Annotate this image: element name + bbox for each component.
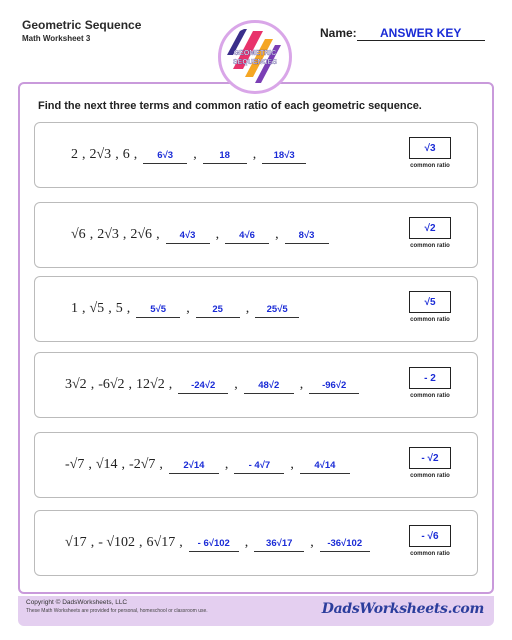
common-ratio-label: common ratio <box>410 317 450 323</box>
comma-separator: , <box>245 301 250 316</box>
problem-row <box>34 122 478 188</box>
comma-separator: , <box>90 377 95 392</box>
problem-row <box>34 510 478 576</box>
answer-value: 6√3 <box>157 150 174 161</box>
footer-brand: DadsWorksheets.com <box>321 601 484 617</box>
given-term: √14 <box>95 457 118 472</box>
given-term: 2√6 <box>130 227 153 242</box>
answer-blank[interactable] <box>166 226 210 244</box>
answer-value: 4√6 <box>239 230 255 241</box>
given-term: 12√2 <box>136 377 165 392</box>
comma-separator: , <box>310 535 314 550</box>
footer-copyright: Copyright © DadsWorksheets, LLC <box>26 599 128 606</box>
answer-blank[interactable] <box>136 300 180 318</box>
answer-blank[interactable] <box>196 300 240 318</box>
answer-value: 4√14 <box>314 460 336 471</box>
answer-blank[interactable] <box>255 300 299 318</box>
problem-row <box>34 276 478 342</box>
common-ratio-box[interactable]: √5 <box>409 291 451 313</box>
answer-value: 4√3 <box>179 230 196 241</box>
given-term: √5 <box>89 301 105 316</box>
comma-separator: , <box>224 457 229 472</box>
comma-separator: , <box>133 147 138 162</box>
common-ratio-box[interactable]: √3 <box>409 137 451 159</box>
answer-blank[interactable] <box>320 534 370 552</box>
answer-blank[interactable] <box>143 146 187 164</box>
comma-separator: , <box>82 147 86 162</box>
common-ratio-box[interactable]: √2 <box>409 217 451 239</box>
given-term: 1 <box>71 301 78 316</box>
answer-value: 5√5 <box>150 304 167 315</box>
given-term: 2√3 <box>97 227 119 242</box>
comma-separator: , <box>126 301 131 316</box>
given-term: -2√7 <box>129 457 156 472</box>
comma-separator: , <box>193 147 197 162</box>
sequence <box>71 277 301 341</box>
logo-graphic <box>223 25 287 89</box>
common-ratio-box[interactable]: - √6 <box>409 525 451 547</box>
problem-row <box>34 432 478 498</box>
comma-separator: , <box>108 301 112 316</box>
given-term: √17 <box>65 535 87 550</box>
comma-separator: , <box>139 535 143 550</box>
answer-value: - 4√7 <box>248 460 271 471</box>
comma-separator: , <box>90 535 95 550</box>
logo-line2: SEQUENCES <box>233 59 277 66</box>
answer-value: 48√2 <box>258 380 280 391</box>
answer-blank[interactable] <box>225 226 269 244</box>
comma-separator: , <box>275 227 279 242</box>
footer <box>18 596 494 626</box>
given-term: 6√17 <box>146 535 176 550</box>
common-ratio-label: common ratio <box>410 163 450 169</box>
answer-blank[interactable] <box>169 456 219 474</box>
common-ratio-label: common ratio <box>410 551 450 557</box>
answer-blank[interactable] <box>254 534 304 552</box>
answer-value: -24√2 <box>191 380 216 391</box>
sequence <box>71 123 308 187</box>
answer-value: -36√102 <box>327 538 363 549</box>
comma-separator: , <box>215 227 220 242</box>
given-term: 2 <box>71 147 78 162</box>
answer-value: 36√17 <box>266 538 293 549</box>
given-term: -6√2 <box>98 377 125 392</box>
problem-row <box>34 202 478 268</box>
common-ratio-label: common ratio <box>410 393 450 399</box>
answer-value: 18√3 <box>273 150 295 161</box>
answer-value: 25√5 <box>266 304 288 315</box>
answer-blank[interactable] <box>309 376 359 394</box>
comma-separator: , <box>82 301 86 316</box>
comma-separator: , <box>88 457 92 472</box>
given-term: 5 <box>115 301 123 316</box>
answer-value: - 6√102 <box>197 538 230 549</box>
common-ratio-box[interactable]: - √2 <box>409 447 451 469</box>
answer-blank[interactable] <box>203 146 247 164</box>
comma-separator: , <box>186 301 190 316</box>
name-value: ANSWER KEY <box>357 27 485 41</box>
answer-blank[interactable] <box>300 456 350 474</box>
answer-value: 18 <box>219 150 230 161</box>
comma-separator: , <box>244 535 249 550</box>
logo-line1: GEOMETRIC <box>233 50 277 57</box>
answer-blank[interactable] <box>244 376 294 394</box>
comma-separator: , <box>252 147 257 162</box>
comma-separator: , <box>89 227 94 242</box>
given-term: 2√3 <box>89 147 112 162</box>
name-label: Name: <box>320 26 357 40</box>
given-term: -√7 <box>65 457 85 472</box>
answer-blank[interactable] <box>234 456 284 474</box>
comma-separator: , <box>156 227 160 242</box>
sequence <box>65 353 361 417</box>
comma-separator: , <box>128 377 133 392</box>
sequence <box>65 433 352 497</box>
answer-blank[interactable] <box>178 376 228 394</box>
instructions: Find the next three terms and common ratio of each geometric sequence. <box>38 100 422 112</box>
comma-separator: , <box>290 457 294 472</box>
common-ratio-box[interactable]: - 2 <box>409 367 451 389</box>
comma-separator: , <box>122 227 127 242</box>
logo-badge <box>218 20 292 94</box>
given-term: √6 <box>71 227 86 242</box>
given-term: - √102 <box>98 535 136 550</box>
sequence <box>71 203 331 267</box>
answer-blank[interactable] <box>262 146 306 164</box>
comma-separator: , <box>115 147 119 162</box>
common-ratio-label: common ratio <box>410 243 450 249</box>
comma-separator: , <box>179 535 183 550</box>
comma-separator: , <box>168 377 173 392</box>
comma-separator: , <box>121 457 126 472</box>
comma-separator: , <box>234 377 238 392</box>
answer-blank[interactable] <box>285 226 329 244</box>
given-term: 3√2 <box>65 377 87 392</box>
problem-row <box>34 352 478 418</box>
sequence <box>65 511 372 575</box>
answer-value: 2√14 <box>183 460 205 471</box>
footer-note: These Math Worksheets are provided for personal, homeschool or classroom use. <box>26 608 208 614</box>
comma-separator: , <box>159 457 163 472</box>
worksheet-subtitle: Math Worksheet 3 <box>22 34 91 43</box>
answer-value: 25 <box>212 304 223 315</box>
comma-separator: , <box>299 377 304 392</box>
answer-blank[interactable] <box>189 534 239 552</box>
common-ratio-label: common ratio <box>410 473 450 479</box>
name-field <box>320 26 485 41</box>
worksheet-title: Geometric Sequence <box>22 18 142 32</box>
answer-value: -96√2 <box>322 380 347 391</box>
given-term: 6 <box>122 147 130 162</box>
answer-value: 8√3 <box>298 230 315 241</box>
